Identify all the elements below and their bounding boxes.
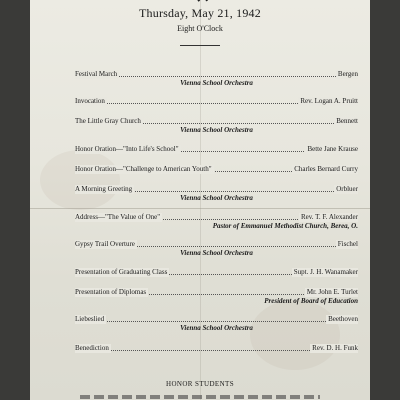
program-item (75, 268, 358, 277)
item-title: Address—"The Value of One" (75, 213, 161, 221)
item-performer: Supt. J. H. Wanamaker (293, 268, 358, 276)
item-performer: Bergen (337, 70, 358, 78)
item-title: The Little Gray Church (75, 117, 141, 125)
item-subtitle: Vienna School Orchestra (180, 126, 253, 134)
item-title: Honor Oration—"Challenge to American Youth" (75, 165, 212, 173)
item-title: Invocation (75, 97, 105, 105)
item-performer: Bennett (336, 117, 358, 125)
program-item (75, 213, 358, 231)
cropped-text-line (80, 395, 320, 399)
item-performer: Mr. John E. Turlet (306, 288, 358, 296)
event-time: Eight O'Clock (177, 24, 223, 33)
item-subtitle: President of Board of Education (264, 297, 358, 305)
program-item (75, 70, 358, 88)
program-item (75, 344, 358, 353)
program-item (75, 240, 358, 258)
item-performer: Beethoven (328, 315, 358, 323)
item-subtitle: Vienna School Orchestra (180, 194, 253, 202)
program-item (75, 145, 358, 154)
item-title: Presentation of Graduating Class (75, 268, 168, 276)
header-divider (180, 45, 220, 46)
item-title: Gypsy Trail Overture (75, 240, 135, 248)
program-sheet (30, 0, 370, 400)
item-subtitle: Vienna School Orchestra (180, 324, 253, 332)
item-performer: Orbluer (336, 185, 358, 193)
program-item (75, 165, 358, 174)
item-performer: Rev. D. H. Funk (312, 344, 358, 352)
item-title: Festival March (75, 70, 118, 78)
item-subtitle: Vienna School Orchestra (180, 79, 253, 87)
item-title: Honor Oration—"Into Life's School" (75, 145, 179, 153)
program-item (75, 288, 358, 306)
item-subtitle: Pastor of Emmanuel Methodist Church, Berea, O. (212, 222, 358, 230)
program-item (75, 185, 358, 203)
item-performer: Charles Bernard Curry (294, 165, 358, 173)
item-title: Benediction (75, 344, 109, 352)
item-performer: Rev. T. F. Alexander (300, 213, 358, 221)
item-title: Liebeslied (75, 315, 105, 323)
item-performer: Fischel (337, 240, 358, 248)
paper-stain (250, 300, 340, 370)
item-title: Presentation of Diplomas (75, 288, 147, 296)
program-item (75, 117, 358, 135)
item-performer: Rev. Logan A. Pruitt (300, 97, 358, 105)
event-date: Thursday, May 21, 1942 (139, 6, 261, 20)
honor-students-heading: HONOR STUDENTS (165, 380, 235, 388)
item-performer: Bette Jane Krause (307, 145, 358, 153)
program-item (75, 97, 358, 106)
program-item (75, 315, 358, 333)
item-subtitle: Vienna School Orchestra (180, 249, 253, 257)
item-title: A Morning Greeting (75, 185, 133, 193)
cropped-title-glyph (172, 0, 232, 2)
